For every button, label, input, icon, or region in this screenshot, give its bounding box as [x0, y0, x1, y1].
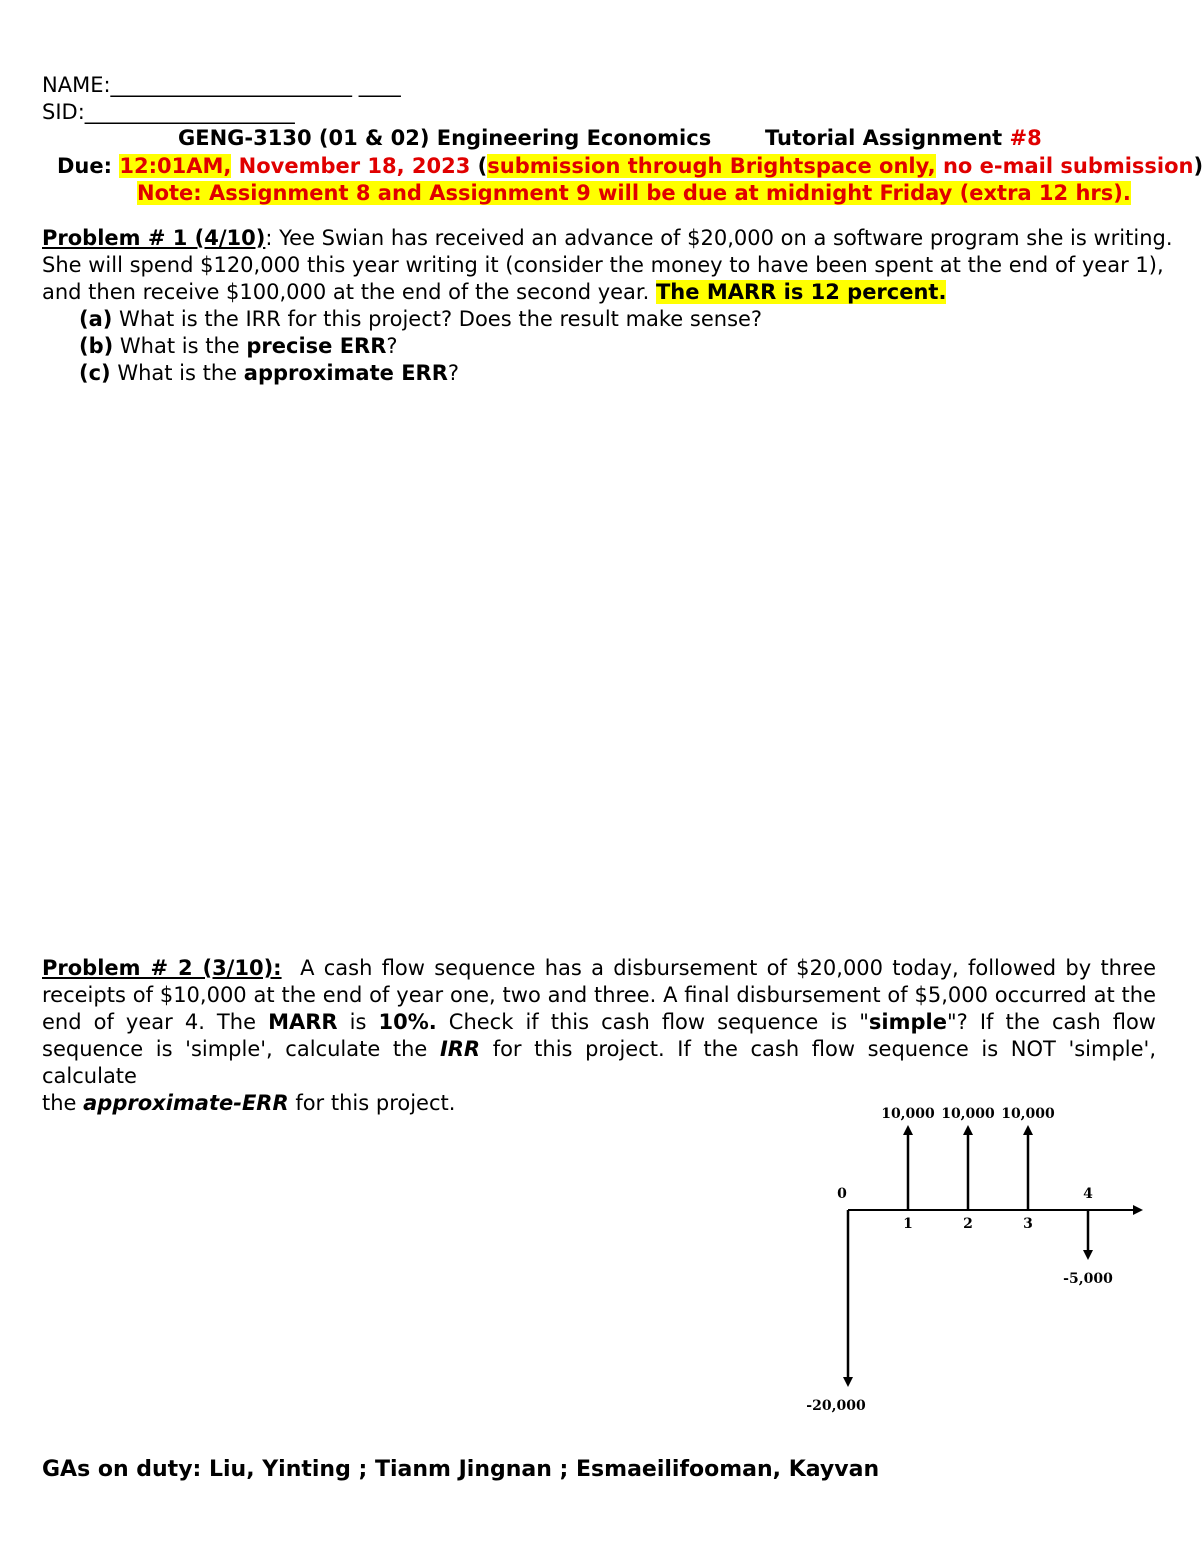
problem-1-line-3	[42, 279, 1162, 306]
part-c-bold: approximate ERR	[243, 361, 448, 385]
submission-close: )	[1193, 154, 1203, 178]
receipt-label-2: 10,000	[941, 1106, 995, 1122]
line3-a: end of year 4. The	[42, 1010, 269, 1034]
problem-2-line-4	[42, 1036, 1156, 1090]
line3-d: "? If the cash flow	[946, 1010, 1156, 1034]
problem-1-part-c	[42, 360, 1162, 387]
line3-c: Check if this cash flow sequence is "	[436, 1010, 869, 1034]
due-time: 12:01AM,	[119, 154, 232, 178]
period-label-0: 0	[837, 1186, 847, 1202]
cash-flow-diagram	[790, 1090, 1120, 1414]
disbursement-label-4: -5,000	[1063, 1271, 1113, 1287]
problem-1-line-1	[42, 225, 1173, 252]
submission-open: (	[477, 154, 488, 178]
cash-flow-marks	[806, 1106, 1138, 1414]
name-label: NAME:	[42, 73, 111, 97]
problem-1-part-b	[42, 333, 1162, 360]
line5-b: for this project.	[288, 1091, 456, 1115]
sid-line	[42, 99, 295, 126]
period-label-1: 1	[903, 1216, 913, 1232]
name-line	[42, 72, 401, 99]
part-c-label: (c)	[79, 361, 111, 385]
problem-2-line-3	[42, 1009, 1156, 1036]
name-blank: _______________________ ____	[110, 73, 401, 97]
part-c-post: ?	[447, 361, 460, 385]
part-b-post: ?	[386, 334, 398, 358]
problem-2-title: Problem # 2 (3/10):	[42, 956, 282, 980]
sid-blank: ____________________	[84, 100, 295, 124]
part-b-bold: precise ERR	[246, 334, 387, 358]
receipt-label-3: 10,000	[1001, 1106, 1055, 1122]
submission-note: submission through Brightspace only,	[487, 154, 936, 178]
deadline-note-text: Note: Assignment 8 and Assignment 9 will be due at midnight Friday (extra 12 hrs).	[137, 181, 1131, 205]
line3-simple: simple	[868, 1010, 947, 1034]
problem-1-part-a	[42, 306, 1162, 333]
due-label: Due:	[57, 154, 120, 178]
line4-irr: IRR	[439, 1037, 481, 1061]
part-b-pre: What is the	[113, 334, 247, 358]
problem-1-marr: The MARR is 12 percent.	[655, 280, 947, 304]
course-title: GENG-3130 (01 & 02) Engineering Economics	[178, 126, 712, 150]
assignment-label: Tutorial Assignment	[765, 126, 1010, 150]
assignment-number: #8	[1009, 126, 1042, 150]
problem-1-text-3: and then receive $100,000 at the end of the second year.	[42, 280, 656, 304]
part-c-pre: What is the	[110, 361, 244, 385]
part-b-label: (b)	[79, 334, 114, 358]
receipt-label-1: 10,000	[881, 1106, 935, 1122]
submission-tail: no e-mail submission	[935, 154, 1194, 178]
problem-2-text-1: A cash flow sequence has a disbursement of $20,000 today, followed by three	[281, 956, 1156, 980]
line3-b: is	[337, 1010, 379, 1034]
period-label-2: 2	[963, 1216, 973, 1232]
problem-2-line-1	[42, 955, 1156, 982]
period-label-3: 3	[1023, 1216, 1033, 1232]
due-line	[57, 153, 1203, 180]
problem-2-line-2: receipts of $10,000 at the end of year one, two and three. A final disbursement of $5,000 occurred at the	[42, 983, 1156, 1007]
line4-a: sequence is 'simple', calculate the	[42, 1037, 440, 1061]
line3-marr: MARR	[268, 1010, 338, 1034]
disbursement-label-0: -20,000	[806, 1398, 866, 1414]
period-label-4: 4	[1083, 1186, 1093, 1202]
sid-label: SID:	[42, 100, 85, 124]
assignment-title	[765, 125, 1042, 152]
problem-1-text-1: : Yee Swian has received an advance of $20,000 on a software program she is writing.	[265, 226, 1173, 250]
line4-b: for this project. If the cash flow sequence is NOT 'simple', calculate	[42, 1037, 1156, 1088]
problem-1	[42, 225, 1173, 387]
gas-on-duty: GAs on duty: Liu, Yinting ; Tianm Jingnan ; Esmaeilifooman, Kayvan	[42, 1457, 880, 1482]
part-a-label: (a)	[79, 307, 113, 331]
problem-1-line-2: She will spend $120,000 this year writing it (consider the money to have been spent at the end of year 1),	[42, 253, 1164, 277]
line5-err: approximate-ERR	[83, 1091, 289, 1115]
problem-1-title: Problem # 1 (4/10)	[42, 226, 266, 250]
deadline-note	[137, 180, 1131, 207]
due-date: November 18, 2023	[231, 154, 478, 178]
part-a-text: What is the IRR for this project? Does the result make sense?	[112, 307, 763, 331]
line3-rate: 10%.	[378, 1010, 437, 1034]
line5-a: the	[42, 1091, 84, 1115]
